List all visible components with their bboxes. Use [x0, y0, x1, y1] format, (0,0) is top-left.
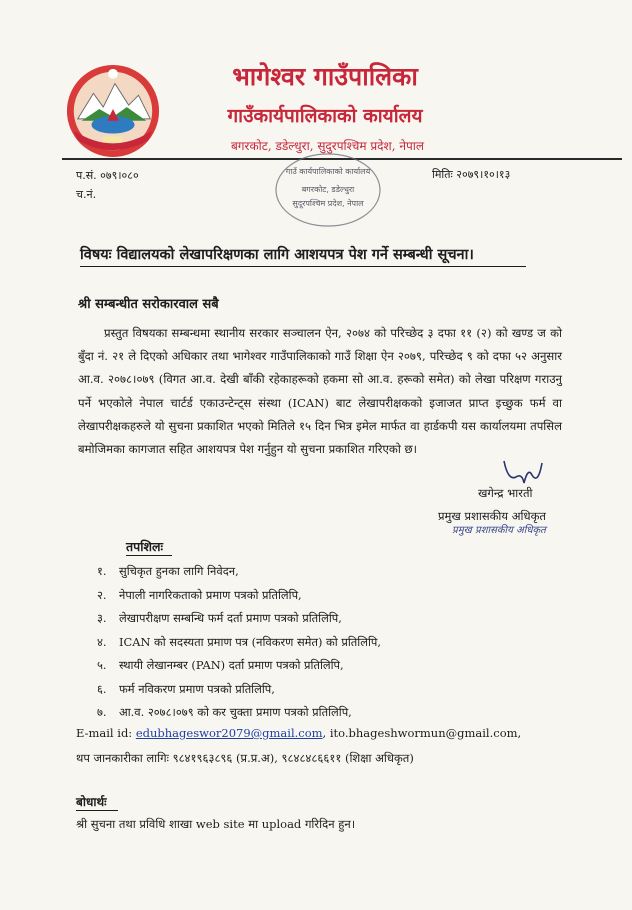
office-address: बगरकोट, डडेल्धुरा, सुदुरपश्चिम प्रदेश, नेपाल — [230, 139, 425, 153]
secondary-email: , ito.bhageshwormun@gmail.com, — [322, 726, 522, 740]
dispatch-number: च.नं. — [76, 188, 97, 201]
signatory-name: खगेन्द्र भारती — [478, 486, 533, 500]
list-item-number: ४. — [97, 634, 107, 649]
list-item — [97, 607, 381, 631]
notice-body: प्रस्तुत विषयका सम्बन्धमा स्थानीय सरकार सञ्चालन ऐन, २०७४ को परिच्छेद ३ दफा ११ (२) को खण्ड ज को बुँदा नं. २१ ले दिएको अधिकार तथा भागेश्वर गाउँपालिकाको गाउँ शिक्षा ऐन २०७९, परिच्छेद ९ को दफा ५२ अनुसार आ.व. २०७८।०७९ (विगत आ.व. देखी बाँकी रहेकाहरूको हकमा सो आ.व. हरूको समेत) को लेखा परिक्षण गराउनु पर्ने भएकोले नेपाल चार्टर्ड एकाउन्टेन्ट्स संस्था (ICAN) बाट लेखापरीक्षकको इजाजत प्राप्त इच्छुक फर्म वा लेखापरीक्षकहरुले यो सुचना प्रकाशित भएको मितिले १५ दिन भित्र इमेल मार्फत वा हार्डकपी यस कार्यालयमा तपसिल बमोजिमका कागजात सहित आशयपत्र पेश गर्नुहुन यो सुचना प्रकाशित गरिएको छ। — [78, 326, 562, 457]
bodhartha-heading: बोधार्थः — [76, 795, 107, 809]
stamp-line-1: गाउँ कार्यपालिकाको कार्यालय — [285, 167, 371, 176]
subject-line: विषयः विद्यालयको लेखापरिक्षणका लागि आशयपत्र पेश गर्ने सम्बन्धी सूचना। — [80, 246, 474, 263]
bodhartha-text: श्री सुचना तथा प्रविधि शाखा web site मा upload गरिदिन हुन। — [76, 817, 356, 831]
reference-block — [76, 166, 139, 204]
bodhartha-underline — [76, 810, 118, 811]
tapsil-underline — [126, 555, 172, 556]
list-item-number: ५. — [97, 658, 107, 672]
primary-email-link[interactable]: edubhageswor2079@gmail.com — [135, 726, 323, 740]
list-item — [97, 654, 381, 678]
date-block — [432, 166, 510, 183]
list-item — [97, 678, 381, 702]
list-item — [97, 560, 381, 584]
nepal-emblem-icon — [64, 62, 162, 160]
list-item-number: ३. — [97, 611, 107, 625]
list-item — [97, 631, 381, 655]
list-item-number: १. — [97, 564, 107, 578]
list-item-text: फर्म नविकरण प्रमाण पत्रको प्रतिलिपि, — [119, 681, 275, 696]
phone-line: थप जानकारीका लागिः ९८४१९६३८९६ (प्र.प्र.अ), ९८४८४८६६११ (शिक्षा अधिकृत) — [76, 751, 414, 765]
tapsil-list — [97, 560, 381, 725]
list-item-text: लेखापरीक्षण सम्बन्धि फर्म दर्ता प्रमाण पत्रको प्रतिलिपि, — [119, 611, 342, 625]
subject-underline — [80, 266, 526, 267]
list-item — [97, 701, 381, 725]
signatory-stamp: प्रमुख प्रशासकीय अधिकृत — [452, 525, 546, 536]
list-item-text: स्थायी लेखानम्बर (PAN) दर्ता प्रमाण पत्रको प्रतिलिपि, — [119, 658, 344, 672]
list-item-text: ICAN को सदस्यता प्रमाण पत्र (नविकरण समेत) को प्रतिलिपि, — [119, 634, 382, 649]
list-item-number: ६. — [97, 681, 107, 696]
document-date: मितिः २०७९।१०।१३ — [432, 168, 511, 181]
tapsil-heading: तपशिलः — [126, 539, 163, 554]
list-item-text: आ.व. २०७८।०७९ को कर चुक्ता प्रमाण पत्रको प्रतिलिपि, — [119, 705, 352, 719]
stamp-line-2: बगरकोट, डडेल्धुरा — [301, 185, 355, 194]
list-item-number: २. — [97, 587, 107, 602]
greeting: श्री सम्बन्धीत सरोकारवाल सबै — [78, 297, 219, 312]
reference-number: प.सं. ०७९।०८० — [76, 169, 139, 182]
list-item-text: नेपाली नागरिकताको प्रमाण पत्रको प्रतिलिपि, — [119, 587, 302, 602]
office-subtitle: गाउँकार्यपालिकाको कार्यालय — [227, 105, 423, 127]
email-line — [76, 724, 521, 742]
list-item — [97, 584, 381, 608]
list-item-number: ७. — [97, 705, 107, 719]
list-item-text: सुचिकृत हुनका लागि निवेदन, — [119, 564, 239, 578]
office-stamp — [272, 150, 384, 230]
email-label: E-mail id: — [76, 726, 133, 740]
signatory-title: प्रमुख प्रशासकीय अधिकृत — [438, 509, 546, 523]
stamp-line-3: सुदूरपश्चिम प्रदेश, नेपाल — [292, 199, 364, 208]
office-name: भागेश्वर गाउँपालिका — [232, 62, 418, 91]
